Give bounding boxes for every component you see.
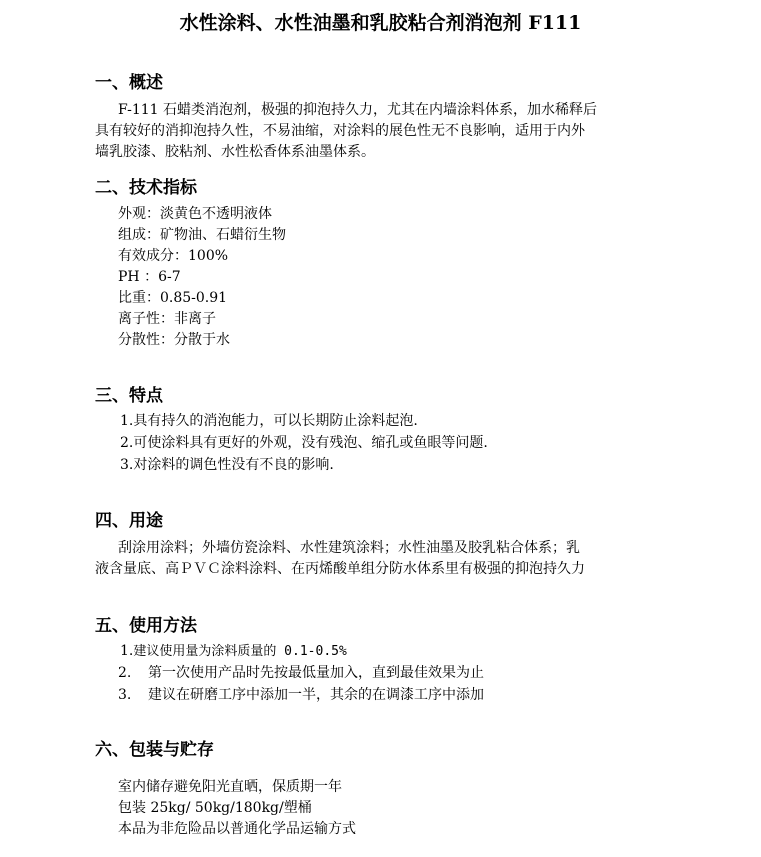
usage-item-text: 建议使用量为涂料质量的 0.1-0.5% (133, 644, 347, 659)
document-title: 水性涂料、水性油墨和乳胶粘合剂消泡剂 F111 (179, 12, 582, 34)
feature-item: 2.可使涂料具有更好的外观，没有残泡、缩孔或鱼眼等问题. (120, 435, 488, 451)
spec-item: 比重：0.85-0.91 (118, 290, 228, 306)
section-heading-specifications: 二、技术指标 (95, 178, 197, 198)
usage-item (118, 685, 484, 706)
usage-item (120, 641, 347, 662)
packaging-item: 包装 25kg/ 50kg/180kg/塑桶 (118, 800, 312, 816)
packaging-item: 本品为非危险品以普通化学品运输方式 (118, 821, 356, 837)
section-heading-usage: 五、使用方法 (95, 616, 197, 636)
usage-item-text: 第一次使用产品时先按最低量加入，直到最佳效果为止 (148, 665, 484, 681)
usage-item (118, 663, 484, 684)
applications-line-1: 刮涂用涂料；外墙仿瓷涂料、水性建筑涂料；水性油墨及胶乳粘合体系；乳 (118, 540, 580, 556)
spec-item: 离子性：非离子 (118, 311, 216, 327)
packaging-item: 室内储存避免阳光直晒，保质期一年 (118, 779, 342, 795)
spec-item: 组成：矿物油、石蜡衍生物 (118, 227, 286, 243)
section-heading-overview: 一、概述 (95, 73, 163, 93)
usage-item-number: 3. (118, 687, 132, 703)
spec-item: 有效成分：100% (118, 248, 229, 264)
usage-item-number: 2. (118, 665, 132, 681)
overview-line-3: 墙乳胶漆、胶粘剂、水性松香体系油墨体系。 (95, 144, 375, 160)
feature-item: 1.具有持久的消泡能力，可以长期防止涂料起泡. (120, 413, 418, 429)
spec-item: 外观：淡黄色不透明液体 (118, 206, 272, 222)
overview-line-1: F-111 石蜡类消泡剂，极强的抑泡持久力，尤其在内墙涂料体系，加水稀释后 (118, 102, 597, 118)
feature-item: 3.对涂料的调色性没有不良的影响. (120, 457, 334, 473)
section-heading-features: 三、特点 (95, 386, 163, 406)
overview-line-2: 具有较好的消抑泡持久性，不易油缩，对涂料的展色性无不良影响，适用于内外 (95, 123, 585, 139)
section-heading-applications: 四、用途 (95, 511, 163, 531)
usage-item-number: 1. (120, 643, 134, 659)
section-heading-packaging-storage: 六、包装与贮存 (95, 740, 214, 760)
spec-item: 分散性：分散于水 (118, 332, 230, 348)
usage-item-text: 建议在研磨工序中添加一半，其余的在调漆工序中添加 (148, 687, 484, 703)
applications-line-2: 液含量底、高ＰＶＣ涂料涂料、在丙烯酸单组分防水体系里有极强的抑泡持久力 (95, 561, 585, 577)
spec-item: PH ：6-7 (118, 269, 181, 285)
